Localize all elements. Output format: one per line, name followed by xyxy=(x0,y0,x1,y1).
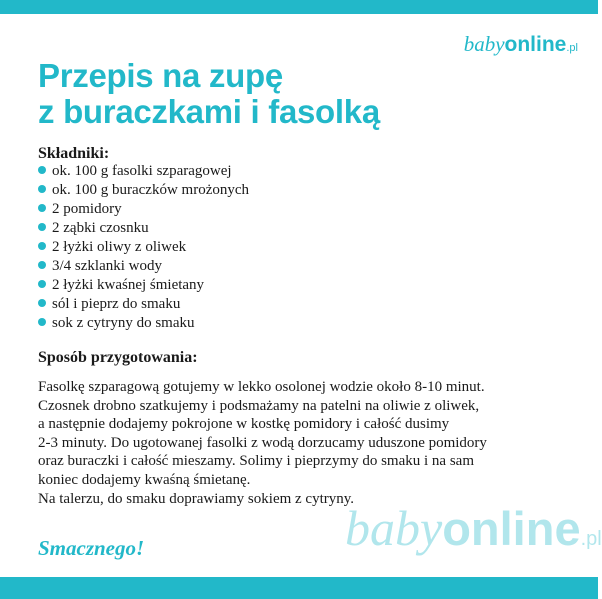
closing-text: Smacznego! xyxy=(38,536,145,560)
ingredients-heading: Składniki: xyxy=(38,145,110,162)
brand-logo-tld: .pl xyxy=(566,42,578,54)
preparation-line: Fasolkę szparagową gotujemy w lekko osolonej wodzie około 8-10 minut. xyxy=(38,379,485,395)
brand-logo-baby: baby xyxy=(463,32,505,56)
bullet-icon xyxy=(38,280,46,288)
ingredient-item xyxy=(38,162,249,181)
preparation-line: Czosnek drobno szatkujemy i podsmażamy na patelni na oliwie z oliwek, xyxy=(38,397,480,414)
ingredient-item xyxy=(38,238,249,257)
preparation-line: koniec dodajemy kwaśną śmietanę. xyxy=(38,471,251,488)
bullet-icon xyxy=(38,204,46,212)
preparation-line: oraz buraczki i całość mieszamy. Solimy i pieprzymy do smaku i na sam xyxy=(38,453,474,470)
bullet-icon xyxy=(38,299,46,307)
bullet-icon xyxy=(38,261,46,269)
ingredient-item xyxy=(38,181,249,200)
watermark-logo-online: online xyxy=(442,502,581,555)
ingredient-item xyxy=(38,257,249,276)
preparation-heading: Sposób przygotowania: xyxy=(38,349,198,366)
ingredient-item xyxy=(38,314,249,333)
recipe-title xyxy=(38,58,380,130)
ingredient-item xyxy=(38,276,249,295)
brand-logo xyxy=(464,34,578,55)
bullet-icon xyxy=(38,242,46,250)
brand-logo-online: online xyxy=(504,33,567,56)
watermark-logo-baby: baby xyxy=(345,500,443,556)
bullet-icon xyxy=(38,223,46,231)
recipe-title-line-2: z buraczkami i fasolką xyxy=(38,93,380,130)
preparation-text xyxy=(38,378,558,508)
ingredient-text: 2 łyżki oliwy z oliwek xyxy=(52,239,187,255)
ingredient-text: 2 łyżki kwaśnej śmietany xyxy=(52,277,205,293)
preparation-line: a następnie dodajemy pokrojone w kostkę pomidory i całość dusimy xyxy=(38,416,450,433)
ingredient-text: ok. 100 g fasolki szparagowej xyxy=(52,163,232,179)
watermark-logo xyxy=(345,500,602,556)
ingredient-text: 2 pomidory xyxy=(52,201,122,217)
bullet-icon xyxy=(38,318,46,326)
preparation-line: Na talerzu, do smaku doprawiamy sokiem z cytryny. xyxy=(38,490,355,507)
ingredient-text: ok. 100 g buraczków mrożonych xyxy=(52,182,250,198)
ingredient-text: 3/4 szklanki wody xyxy=(52,258,162,274)
preparation-line: 2-3 minuty. Do ugotowanej fasolki z wodą dorzucamy uduszone pomidory xyxy=(38,434,487,451)
ingredient-item xyxy=(38,219,249,238)
ingredient-item xyxy=(38,295,249,314)
ingredient-text: sok z cytryny do smaku xyxy=(52,315,195,331)
recipe-title-line-1: Przepis na zupę xyxy=(38,57,283,94)
ingredient-text: 2 ząbki czosnku xyxy=(52,220,149,236)
watermark-logo-tld: .pl xyxy=(580,528,602,550)
bullet-icon xyxy=(38,185,46,193)
ingredients-list xyxy=(38,162,249,333)
bottom-accent-bar xyxy=(0,577,598,599)
ingredient-text: sól i pieprz do smaku xyxy=(52,296,181,312)
bullet-icon xyxy=(38,166,46,174)
top-accent-bar xyxy=(0,0,598,14)
ingredient-item xyxy=(38,200,249,219)
